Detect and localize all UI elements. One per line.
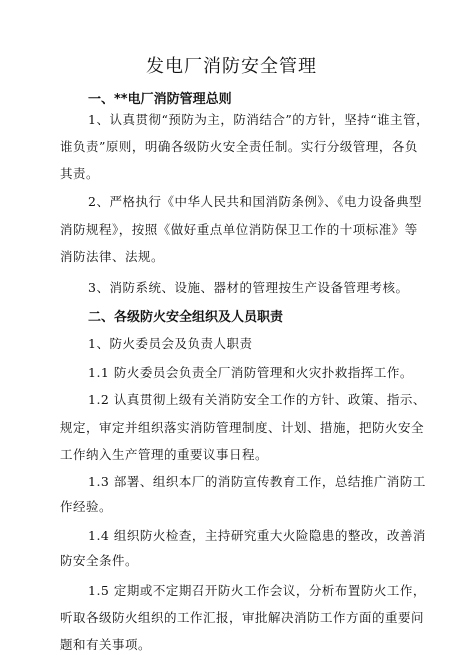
section-heading-1: 一、**电厂消防管理总则: [88, 92, 232, 107]
paragraph-line: 听取各级防火组织的工作汇报，审批解决消防工作方面的重要问: [60, 610, 425, 625]
paragraph-line: 1、防火委员会及负责人职责: [88, 336, 253, 351]
paragraph-line: 消防法律、法规。: [60, 249, 165, 264]
paragraph-line: 1.4 组织防火检查，主持研究重大火险隐患的整改，改善消: [88, 528, 426, 543]
paragraph-line: 1.1 防火委员会负责全厂消防管理和火灾扑救指挥工作。: [88, 365, 413, 380]
paragraph-line: 1、认真贯彻“预防为主，防消结合”的方针，坚持“谁主管，: [88, 112, 430, 127]
paragraph-line: 1.5 定期或不定期召开防火工作会议，分析布置防火工作，: [88, 583, 426, 598]
paragraph-line: 3、消防系统、设施、器材的管理按生产设备管理考核。: [88, 280, 409, 295]
paragraph-line: 消防规程》，按照《做好重点单位消防保卫工作的十项标准》等: [60, 222, 418, 237]
paragraph-line: 其责。: [60, 166, 100, 181]
paragraph-line: 防安全条件。: [60, 553, 139, 568]
paragraph-line: 2、严格执行《中华人民共和国消防条例》、《电力设备典型: [88, 194, 422, 209]
section-heading-2: 二、各级防火安全组织及人员职责: [88, 310, 284, 325]
paragraph-line: 作经验。: [60, 499, 113, 514]
paragraph-line: 工作纳入生产管理的重要议事日程。: [60, 447, 269, 462]
page-title: 发电厂消防安全管理: [146, 56, 317, 77]
paragraph-line: 1.2 认真贯彻上级有关消防安全工作的方针、政策、指示、: [88, 392, 426, 407]
paragraph-line: 规定，审定并组织落实消防管理制度、计划、措施，把防火安全: [60, 420, 425, 435]
paragraph-line: 谁负责”原则，明确各级防火安全责任制。实行分级管理，各负: [60, 139, 418, 154]
paragraph-line: 1.3 部署、组织本厂的消防宣传教育工作，总结推广消防工: [88, 474, 426, 489]
paragraph-line: 题和有关事项。: [60, 637, 152, 652]
